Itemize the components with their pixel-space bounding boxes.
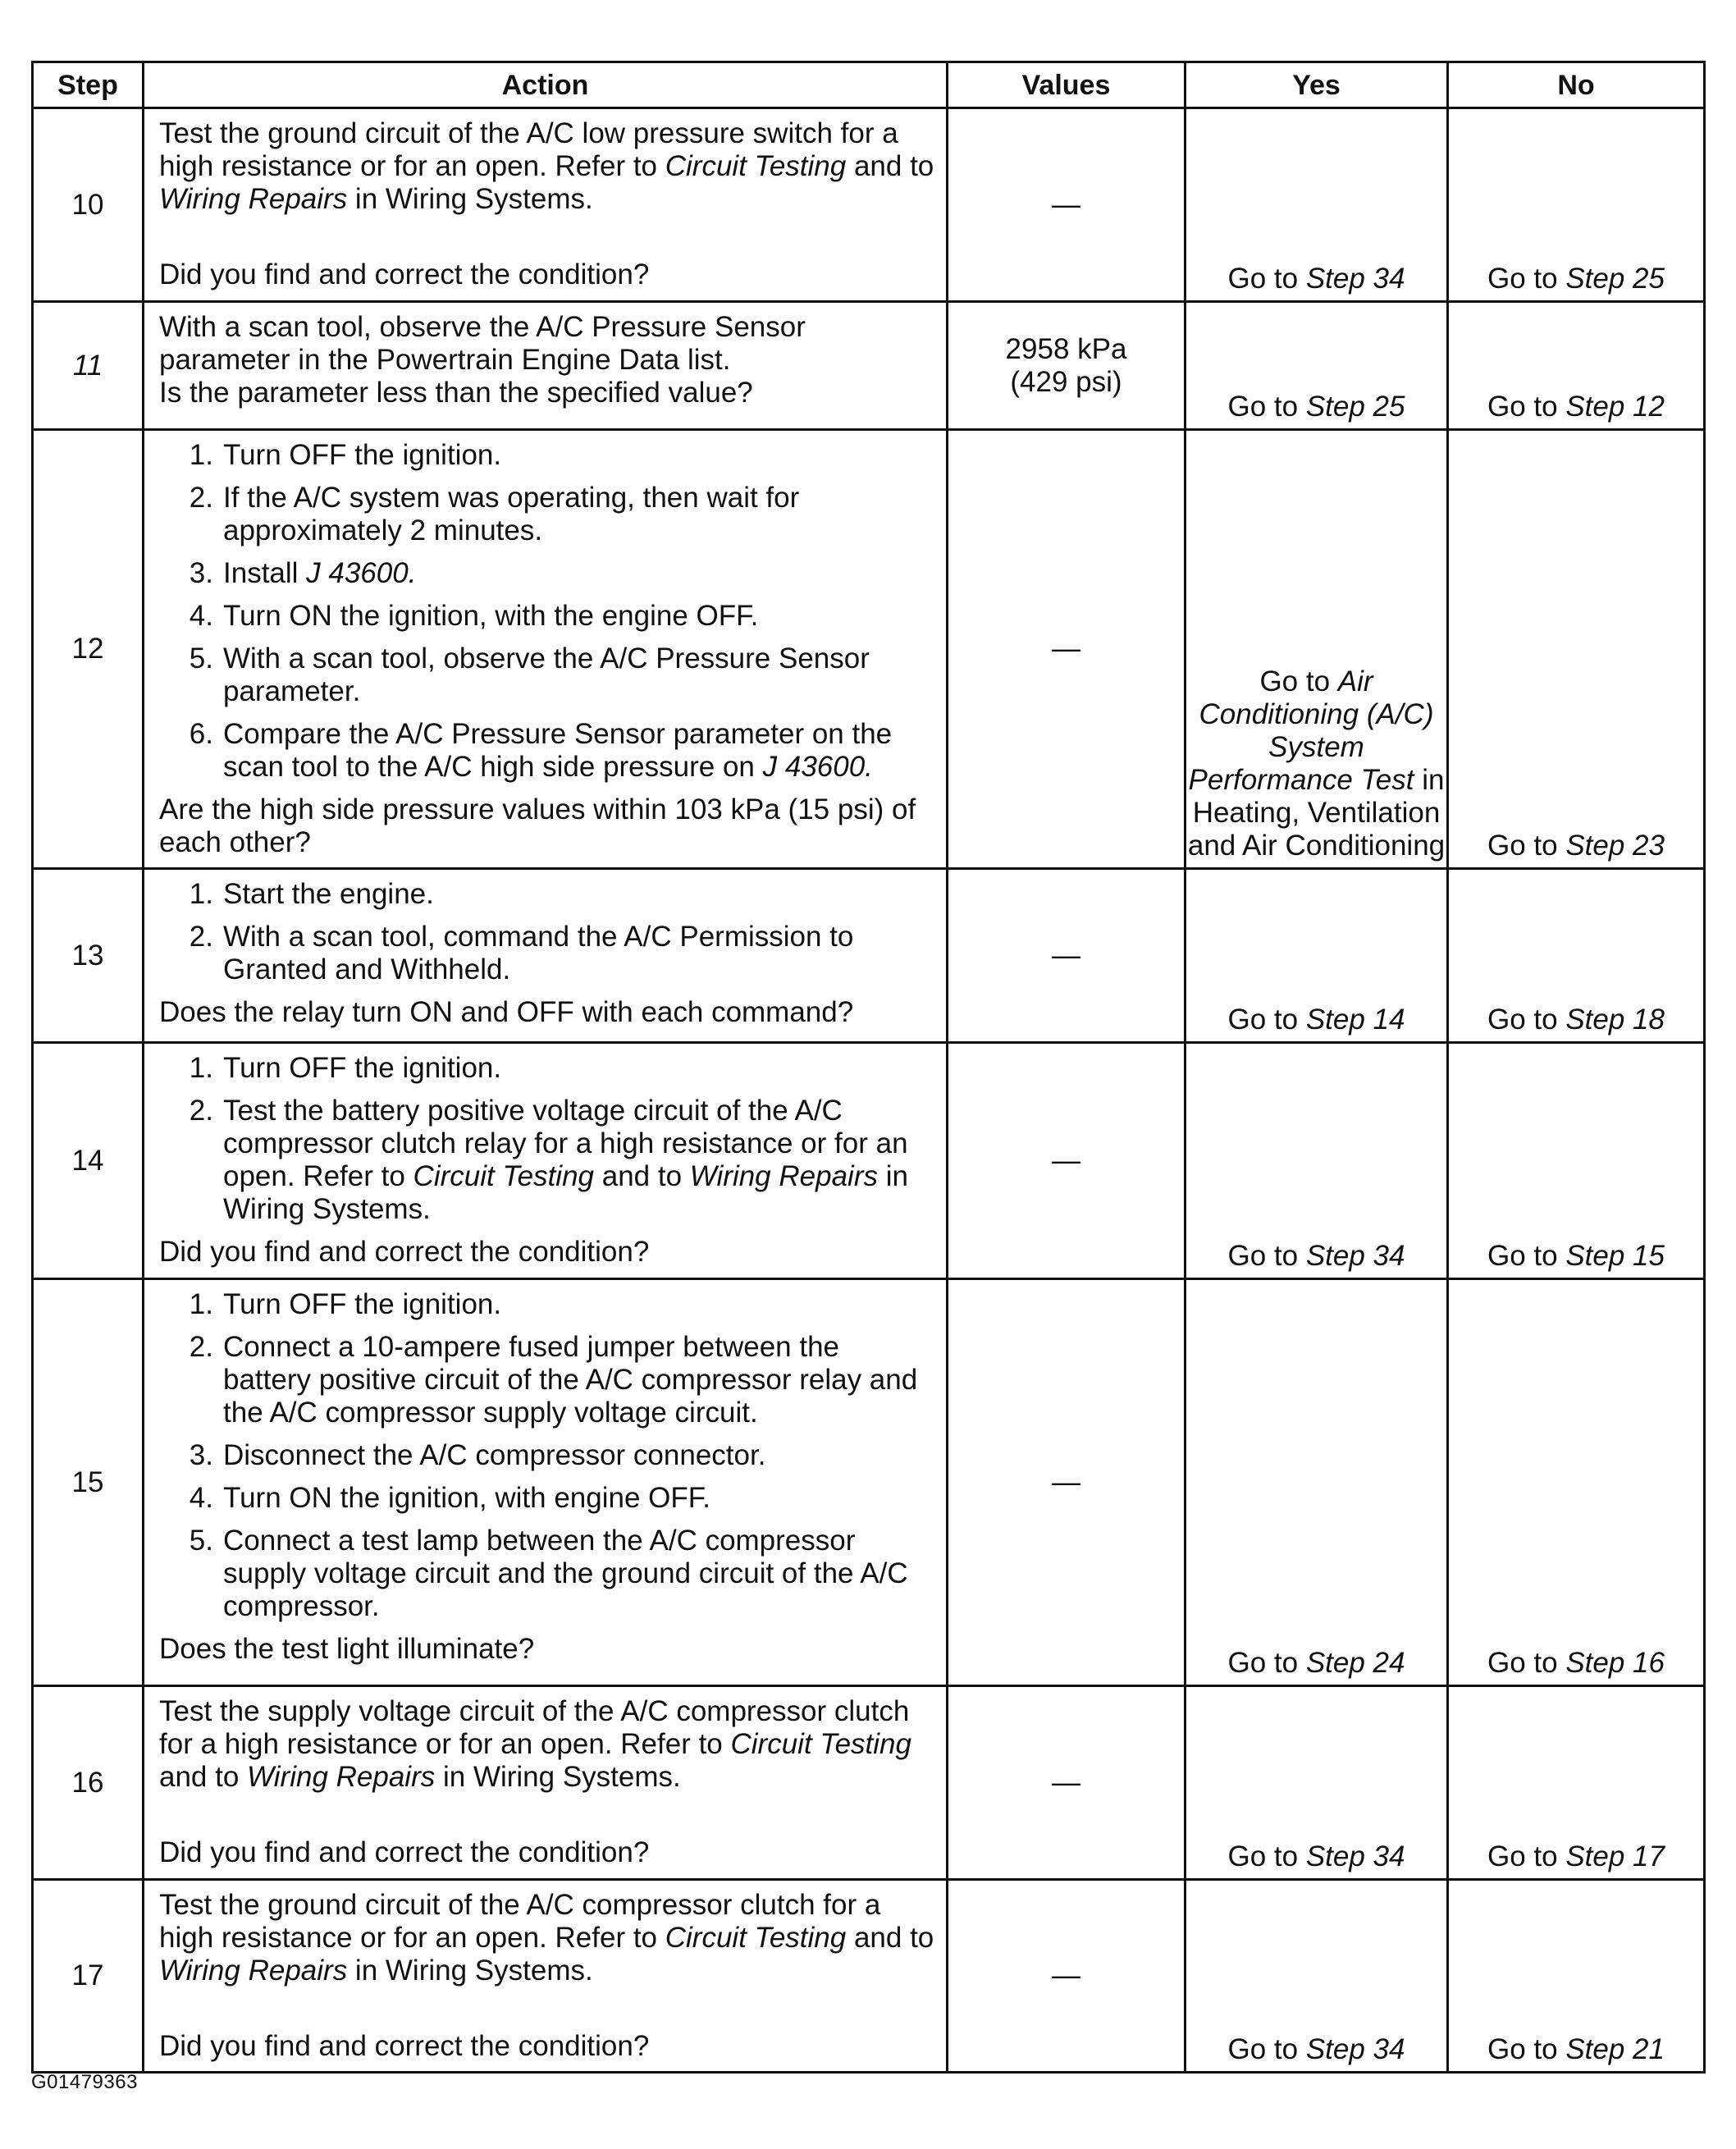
text-run: Go to [1487,263,1566,295]
list-text [223,878,934,911]
text-run: Go to [1487,1004,1566,1036]
table-row [33,869,1705,1043]
list-text [223,642,934,708]
step-number: 15 [33,1279,144,1686]
no-cell [1448,1686,1705,1880]
list-text [223,1095,934,1226]
italic-ref: Step 21 [1565,2033,1665,2065]
diagnostic-table [31,61,1706,2074]
table-row [33,1279,1705,1686]
text-run: and to [846,1922,934,1954]
step-number: 11 [33,302,144,430]
italic-ref: Wiring Repairs [159,183,348,215]
text-run: Go to [1227,263,1306,295]
list-text [223,482,934,547]
text-run: Turn OFF the ignition. [223,1288,502,1320]
list-text [223,600,934,633]
header-values: Values [948,62,1186,108]
list-item [159,1288,934,1321]
list-number: 2. [189,1331,213,1363]
text-run: Disconnect the A/C compressor connector. [223,1439,766,1471]
list-item [159,482,934,547]
action-cell [144,302,948,430]
list-number: 6. [189,718,213,750]
text-run: and to [846,150,934,182]
action-question: Is the parameter less than the specified value? [159,377,753,409]
text-run: in Wiring Systems. [347,183,593,215]
list-number: 4. [189,1482,213,1514]
italic-ref: Step 23 [1565,830,1665,862]
action-question: Did you find and correct the condition? [159,1836,650,1868]
text-run: With a scan tool, observe the A/C Pressure Sensor parameter. [223,642,870,707]
list-number: 3. [189,1439,213,1471]
no-cell [1448,1043,1705,1279]
italic-ref: Circuit Testing [665,1922,847,1954]
value-cell: — [948,108,1186,302]
figure-id: G01479363 [31,2071,138,2093]
text-run: in Wiring Systems. [435,1761,681,1793]
step-number: 12 [33,430,144,869]
header-step: Step [33,62,144,108]
list-text [223,921,934,986]
italic-ref: Wiring Repairs [689,1160,878,1192]
table-row [33,1686,1705,1880]
action-cell [144,869,948,1043]
value-cell: — [948,1686,1186,1880]
text-run: Connect a 10-ampere fused jumper between the battery positive circuit of the A/C compressor relay and the A/C compressor supply voltage circuit. [223,1331,918,1429]
list-item [159,439,934,472]
list-number: 1. [189,878,213,910]
text-run: Test the supply voltage circuit of the A/C compressor clutch for a high resistance or for an open. Refer to [159,1695,910,1760]
list-item [159,1095,934,1226]
text-run: With a scan tool, command the A/C Permission to Granted and Withheld. [223,921,854,985]
list-text [223,439,934,472]
action-text [159,1695,934,1794]
value-cell: 2958 kPa (429 psi) [948,302,1186,430]
list-item [159,921,934,986]
text-run: Test the battery positive voltage circuit of the A/C compressor clutch relay for a high resistance or for an open. Refer to [223,1095,908,1192]
value-cell: — [948,1880,1186,2073]
list-text [223,1525,934,1623]
value-cell: — [948,430,1186,869]
italic-ref: Step 34 [1305,263,1405,295]
table-row [33,1880,1705,2073]
step-number: 16 [33,1686,144,1880]
text-run: Go to [1227,2033,1306,2065]
italic-ref: Wiring Repairs [247,1761,436,1793]
italic-ref: Step 24 [1305,1647,1405,1679]
action-text [159,117,934,216]
action-cell [144,1279,948,1686]
list-item [159,600,934,633]
list-item [159,878,934,911]
yes-cell [1186,430,1448,869]
header-yes: Yes [1186,62,1448,108]
text-run: Start the engine. [223,878,434,910]
text-run: Go to [1487,1240,1566,1272]
text-run: With a scan tool, observe the A/C Pressure Sensor parameter in the Powertrain Engine Data list. [159,311,806,376]
yes-cell [1186,1686,1448,1880]
text-run: Go to [1227,1004,1306,1036]
step-number: 13 [33,869,144,1043]
text-run: Compare the A/C Pressure Sensor parameter on the scan tool to the A/C high side pressure on [223,718,893,783]
action-question: Does the test light illuminate? [159,1633,535,1665]
italic-ref: Circuit Testing [665,150,847,182]
text-run: Go to [1487,830,1566,862]
table-body [33,108,1705,2073]
yes-cell [1186,1880,1448,2073]
list-number: 5. [189,1525,213,1557]
text-run: Test the ground circuit of the A/C compressor clutch for a high resistance or for an open. Refer to [159,1889,881,1954]
list-number: 1. [189,1288,213,1320]
action-steps [159,878,934,986]
step-number: 14 [33,1043,144,1279]
italic-ref: J 43600. [762,751,873,783]
list-text [223,1052,934,1085]
table-header-row [33,62,1705,108]
action-question: Did you find and correct the condition? [159,1236,650,1268]
list-item [159,557,934,590]
italic-ref: Step 34 [1305,2033,1405,2065]
italic-ref: Step 12 [1565,391,1665,423]
italic-ref: Step 25 [1305,391,1405,423]
header-no: No [1448,62,1705,108]
yes-cell [1186,869,1448,1043]
list-item [159,1052,934,1085]
text-run: Turn ON the ignition, with engine OFF. [223,1482,710,1514]
text-run: Go to [1487,1647,1566,1679]
list-item [159,1525,934,1623]
action-question: Does the relay turn ON and OFF with each command? [159,996,854,1028]
italic-ref: Step 14 [1305,1004,1405,1036]
action-cell [144,108,948,302]
no-cell [1448,1279,1705,1686]
text-run: in Wiring Systems. [347,1955,593,1987]
table-row [33,108,1705,302]
italic-ref: Air Conditioning (A/C) System Performance Test [1188,665,1434,796]
text-run: Go to [1227,1840,1306,1872]
list-item [159,718,934,784]
text-run: Turn ON the ignition, with the engine OFF. [223,600,759,632]
action-text [159,311,934,377]
text-run: Test the ground circuit of the A/C low pressure switch for a high resistance or for an open. Refer to [159,117,898,182]
text-run: Connect a test lamp between the A/C compressor supply voltage circuit and the ground circuit of the A/C compressor. [223,1525,908,1622]
list-number: 5. [189,642,213,674]
header-action: Action [144,62,948,108]
list-text [223,1439,934,1472]
italic-ref: Circuit Testing [730,1728,911,1760]
italic-ref: Circuit Testing [413,1160,595,1192]
italic-ref: Step 34 [1305,1840,1405,1872]
list-text [223,1482,934,1515]
text-run: Install [223,557,307,589]
italic-ref: J 43600. [306,557,417,589]
list-item [159,1439,934,1472]
table-row [33,1043,1705,1279]
no-cell [1448,302,1705,430]
list-item [159,1331,934,1429]
text-run: in Heating, Ventilation and Air Conditioning [1187,764,1446,862]
list-number: 3. [189,557,213,589]
value-cell: — [948,869,1186,1043]
action-steps [159,439,934,784]
value-cell: — [948,1279,1186,1686]
list-number: 2. [189,1095,213,1127]
list-text [223,1288,934,1321]
italic-ref: Step 18 [1565,1004,1665,1036]
text-run: in Wiring Systems. [223,1160,908,1225]
list-number: 2. [189,921,213,953]
italic-ref: Step 15 [1565,1240,1665,1272]
italic-ref: Step 16 [1565,1647,1665,1679]
action-text [159,1889,934,1987]
value-cell: — [948,1043,1186,1279]
action-steps [159,1288,934,1623]
list-text [223,557,934,590]
no-cell [1448,108,1705,302]
no-cell [1448,869,1705,1043]
italic-ref: Wiring Repairs [159,1955,348,1987]
action-cell [144,430,948,869]
action-cell [144,1043,948,1279]
text-run: Go to [1259,665,1338,697]
text-run: and to [159,1761,248,1793]
list-text [223,718,934,784]
text-run: Go to [1487,391,1566,423]
table-row [33,430,1705,869]
text-run: Turn OFF the ignition. [223,439,502,471]
text-run: Go to [1227,391,1306,423]
italic-ref: Step 17 [1565,1840,1665,1872]
action-question: Are the high side pressure values within 103 kPa (15 psi) of each other? [159,793,916,858]
text-run: Go to [1227,1240,1306,1272]
list-number: 4. [189,600,213,632]
list-number: 1. [189,1052,213,1084]
action-question: Did you find and correct the condition? [159,2030,650,2062]
text-run: Go to [1487,2033,1566,2065]
list-item [159,1482,934,1515]
action-steps [159,1052,934,1226]
italic-ref: Step 25 [1565,263,1665,295]
text-run: Go to [1227,1647,1306,1679]
yes-cell [1186,1279,1448,1686]
text-run: Go to [1487,1840,1566,1872]
no-cell [1448,430,1705,869]
no-cell [1448,1880,1705,2073]
action-question: Did you find and correct the condition? [159,258,650,290]
step-number: 10 [33,108,144,302]
list-number: 2. [189,482,213,514]
step-number: 17 [33,1880,144,2073]
action-cell [144,1880,948,2073]
list-item [159,642,934,708]
text-run: and to [594,1160,690,1192]
yes-cell [1186,302,1448,430]
list-number: 1. [189,439,213,471]
text-run: Turn OFF the ignition. [223,1052,502,1084]
italic-ref: Step 34 [1305,1240,1405,1272]
table-row [33,302,1705,430]
action-cell [144,1686,948,1880]
list-text [223,1331,934,1429]
yes-cell [1186,108,1448,302]
text-run: If the A/C system was operating, then wait for approximately 2 minutes. [223,482,800,546]
yes-cell [1186,1043,1448,1279]
